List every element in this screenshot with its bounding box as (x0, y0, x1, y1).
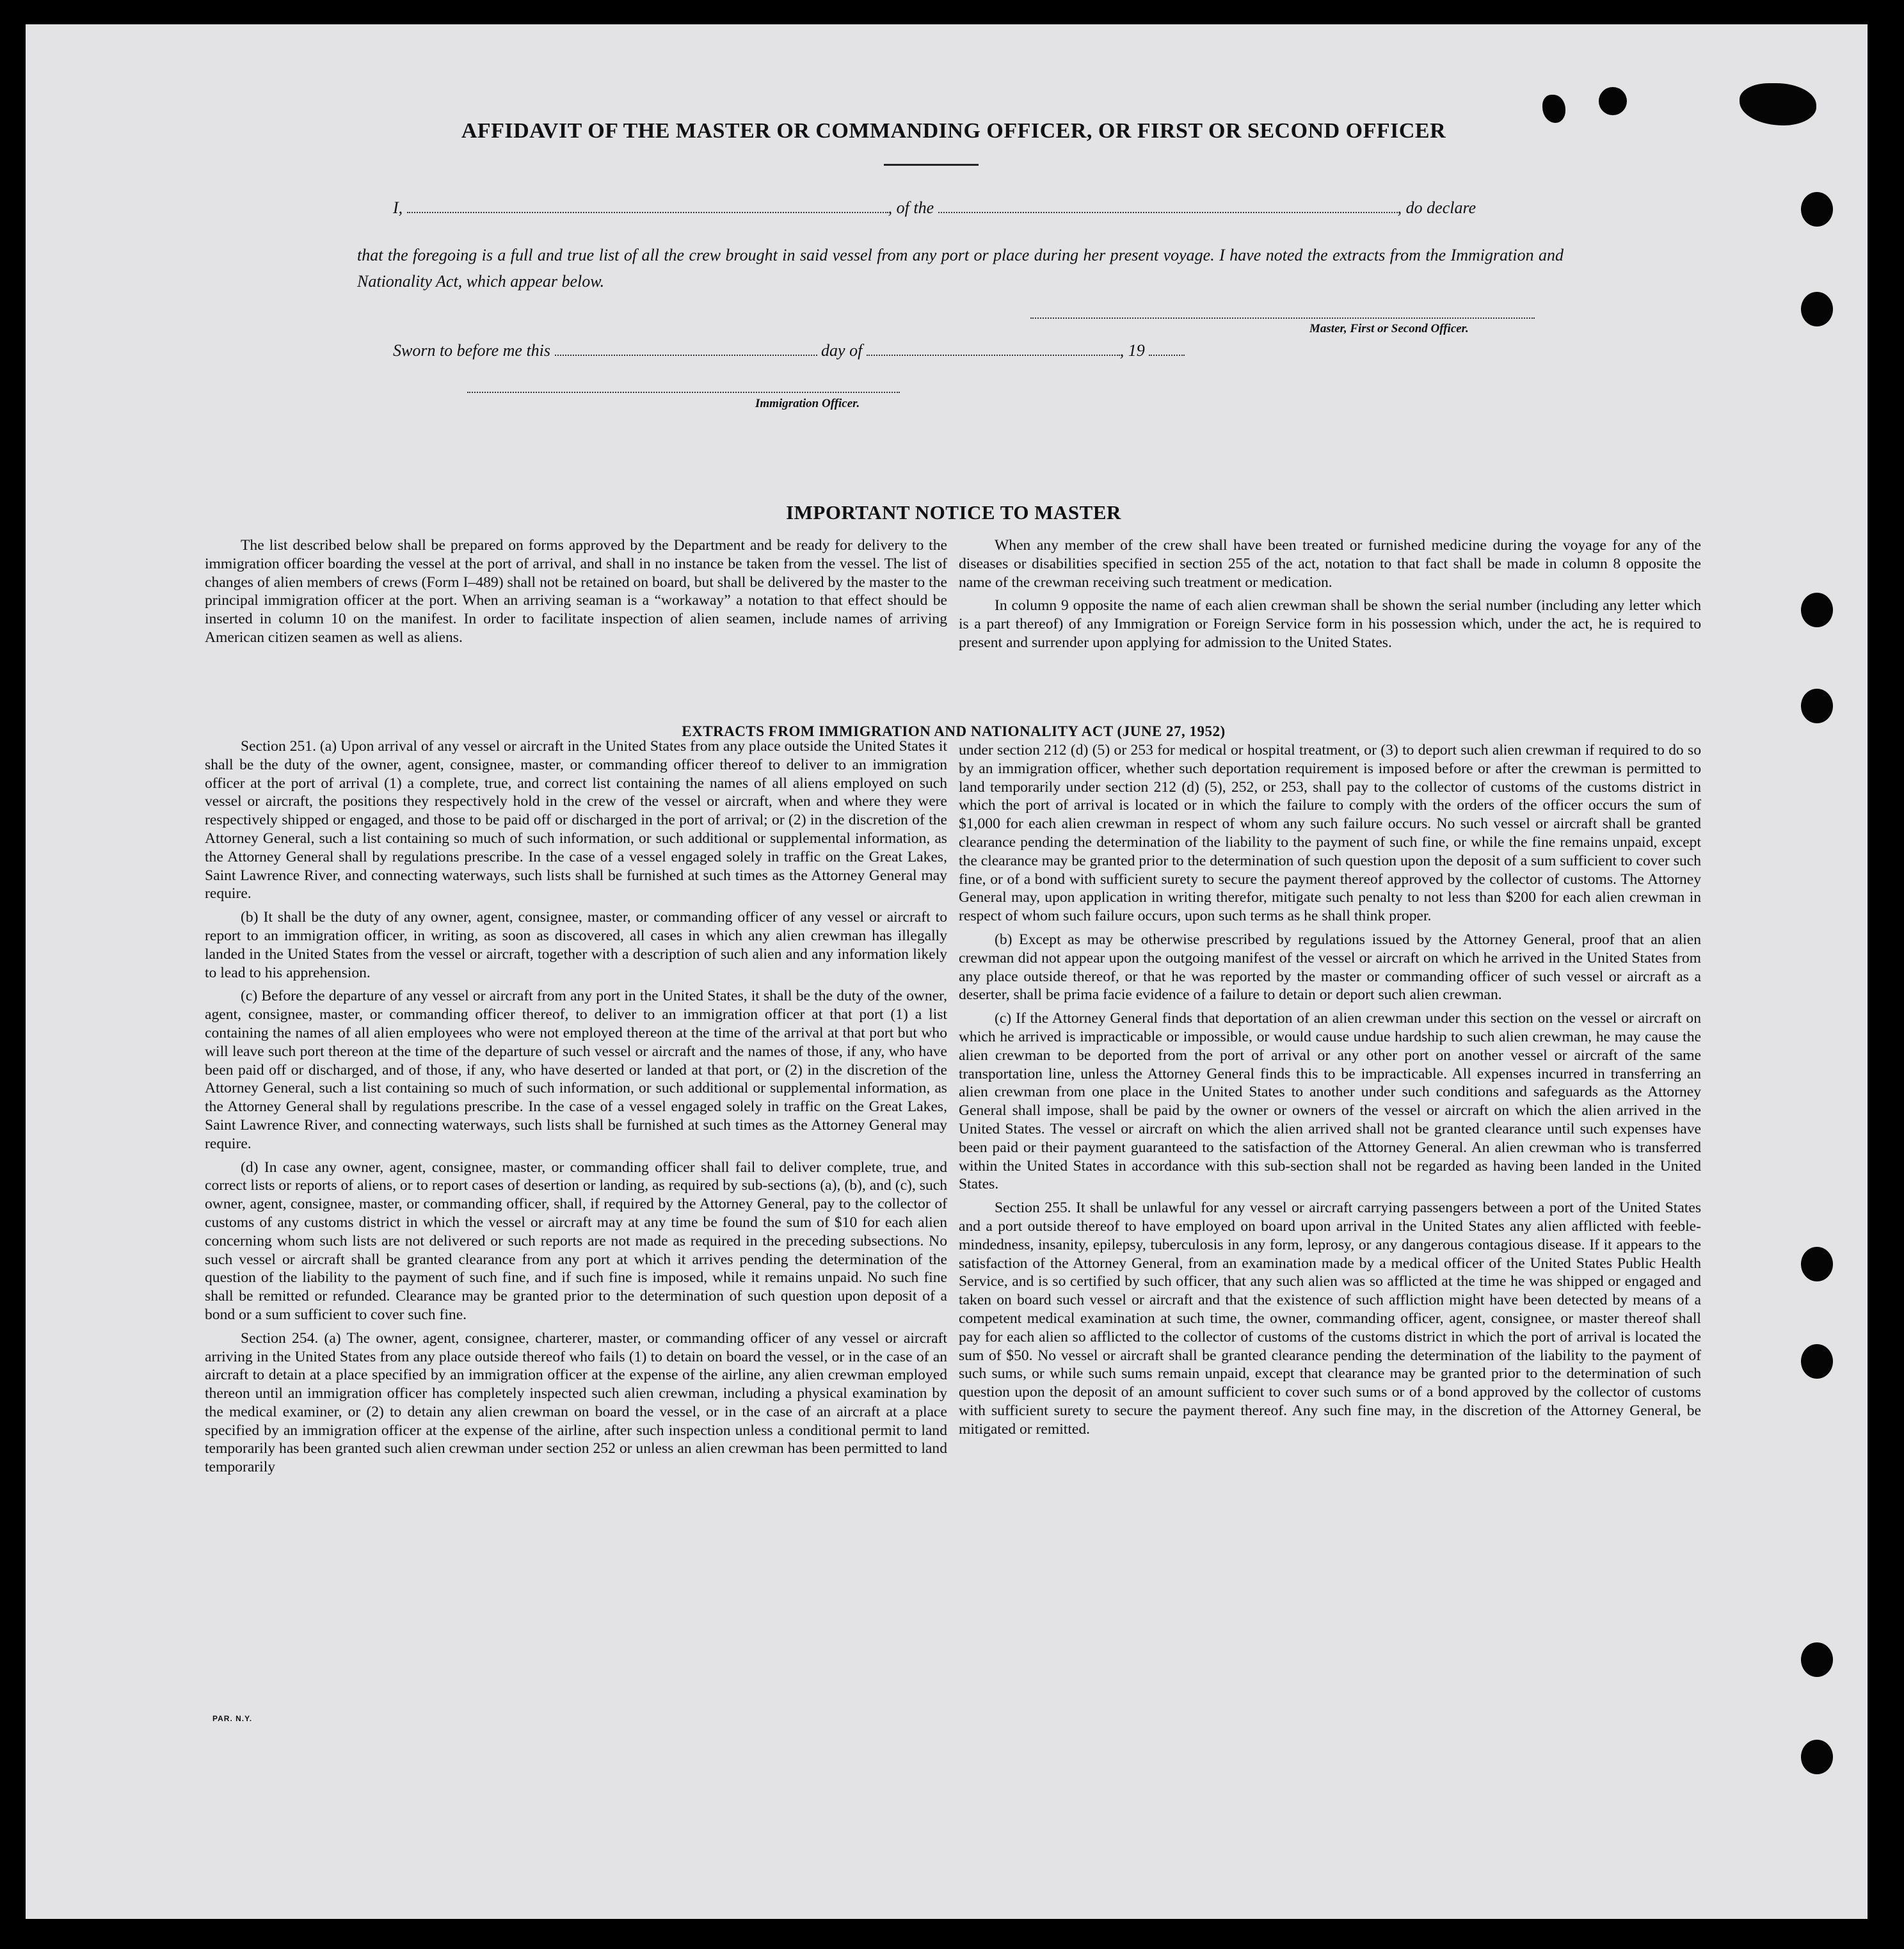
sworn-line (393, 341, 1185, 360)
document-page (26, 24, 1868, 1919)
punch-hole (1801, 1740, 1833, 1774)
sworn-year-field[interactable] (1149, 342, 1185, 356)
notice-left-column (205, 536, 947, 647)
section-251d-paragraph: (d) In case any owner, agent, consignee, master, or commanding officer shall fail to deliver complete, true, and correct lists or reports of aliens, or to report cases of desertion or landing, as required by sub-sections (a), (b), and (c), such owner, agent, consignee, master, or commanding officer, shall, if required by the Attorney General, pay to the collector of customs of any customs district in which the vessel or aircraft may at any time be found the sum of $10 for each alien concerning whom such lists are not delivered or such reports are not made as required in the preceding subsections. No such vessel or aircraft shall be granted clearance from any port at which it arrives pending the determination of the question of the liability to the payment of such fine, and if such fine is imposed, while it remains unpaid. No such fine shall be remitted or refunded. Clearance may be granted prior to the determination of such question upon deposit of a bond or a sum sufficient to cover such fine. (205, 1159, 947, 1323)
section-255-paragraph: Section 255. It shall be unlawful for any vessel or aircraft carrying passengers between a port of the United States and a port outside thereof to have employed on board upon arrival in the United States any alien afflicted with feeble-mindedness, insanity, epilepsy, tuberculosis in any form, leprosy, or any dangerous contagious disease. If it appears to the satisfaction of the Attorney General, from an examination made by a medical officer of the United States Public Health Service, and is so certified by such officer, that any such alien was so afflicted at the time he was shipped or engaged and taken on board such vessel or aircraft and that the existence of such affliction might have been detected by means of a competent medical examination at such time, the owner, commanding officer, agent, consignee, or master thereof shall pay for each alien so afflicted to the collector of customs of the customs district in which the port of arrival is located the sum of $50. No vessel or aircraft shall be granted clearance pending the determination of the liability to the payment of such sums, or while such sums remain unpaid, except that clearance may be granted prior to the determination of such question upon the deposit of an amount sufficient to cover such sums or of a bond approved by the collector of customs with sufficient surety to secure the payment thereof. Any such fine may, in the discretion of the Attorney General, be mitigated or remitted. (959, 1199, 1701, 1438)
section-254b-paragraph: (b) Except as may be otherwise prescribed by regulations issued by the Attorney General, proof that an alien crewman did not appear upon the outgoing manifest of the vessel or aircraft on which he arrived in the United States from any place outside thereof, or that he was reported by the master or commanding officer of such vessel or aircraft as a deserter, shall be prima facie evidence of a failure to detain or deport such alien crewman. (959, 931, 1701, 1004)
printer-mark: PAR. N.Y. (212, 1714, 253, 1723)
title-divider (884, 164, 979, 166)
sworn-day-field[interactable] (555, 342, 817, 356)
punch-hole (1801, 1344, 1833, 1379)
declaration-text: that the foregoing is a full and true list of all the crew brought in said vessel from any port or place during her present voyage. I have noted the extracts from the Immigration and Nationality Act, which appear below. (357, 246, 1564, 291)
do-declare-label: , do declare (1397, 198, 1476, 217)
extracts-left-column (205, 737, 947, 1477)
immigration-officer-signature-field[interactable] (467, 392, 900, 393)
section-251b-paragraph: (b) It shall be the duty of any owner, agent, consignee, master, or commanding officer of any vessel or aircraft to report to an immigration officer, in writing, as soon as discovered, all cases in which any alien crewman has illegally landed in the United States from the vessel or aircraft, together with a description of such alien and any information likely to lead to his apprehension. (205, 909, 947, 981)
day-of-label: day of (821, 341, 863, 360)
of-the-label: , of the (888, 198, 934, 217)
section-254c-paragraph: (c) If the Attorney General finds that deportation of an alien crewman under this section on the vessel or aircraft on which he arrived is impracticable or impossible, or would cause undue hardship to such alien crewman, he may cause the alien crewman to be deported from the port of arrival or any other port on another vessel or aircraft of the same transportation line, unless the Attorney General finds this to be impracticable. All expenses incurred in transferring an alien crewman from one place in the United States to another under such conditions and safeguards as the Attorney General shall impose, shall be paid by the owner or owners of the vessel or aircraft on which the alien arrived in the United States. The vessel or aircraft on which the alien arrived shall not be granted clearance until such expenses have been paid or their payment guaranteed to the satisfaction of the Attorney General. An alien crewman who is transferred within the United States in accordance with this sub-section shall not be regarded as having been landed in the United States. (959, 1010, 1701, 1193)
extracts-right-column (959, 741, 1701, 1438)
extracts-heading: EXTRACTS FROM IMMIGRATION AND NATIONALITY ACT (JUNE 27, 1952) (682, 723, 1226, 739)
punch-hole (1801, 689, 1833, 723)
section-254a-continued-paragraph: under section 212 (d) (5) or 253 for medical or hospital treatment, or (3) to deport such alien crewman if required to do so by an immigration officer, whether such deportation requirement is imposed before or after the crewman is permitted to land temporarily under section 212 (d) (5), 252, or 253, shall pay to the collector of customs of the customs district in which the port of arrival is located or in which the failure to comply with the orders of the officer occurs the sum of $1,000 for each alien crewman in respect of whom any such failure occurs. No such vessel or aircraft shall be granted clearance pending the determination of the liability to the payment of such fine, or while the fine remains unpaid, except the clearance may be granted prior to the determination of such question upon the deposit of a sum sufficient to cover such fine, or of a bond with sufficient surety to secure the payment thereof approved by the collector of customs. The Attorney General may, upon application in writing therefor, mitigate such penalty to not less than $200 for each alien crewman in respect of whom such failure occurs, upon such terms as he shall think proper. (959, 742, 1701, 925)
punch-hole (1801, 292, 1833, 326)
punch-hole (1801, 1642, 1833, 1677)
vessel-field[interactable] (938, 199, 1398, 213)
master-signature-field[interactable] (1030, 317, 1535, 319)
master-signature-label: Master, First or Second Officer. (1309, 322, 1469, 335)
punch-hole (1801, 192, 1833, 227)
declaration-line (393, 198, 1476, 218)
notice-heading: IMPORTANT NOTICE TO MASTER (786, 501, 1121, 524)
punch-hole (1801, 1247, 1833, 1281)
sworn-label: Sworn to before me this (393, 341, 551, 360)
ink-smudge (1599, 87, 1627, 115)
notice-right-paragraph: In column 9 opposite the name of each alien crewman shall be shown the serial number (including any letter which is a part thereof) of any Immigration or Foreign Service form in his possession which, under the act, he is required to present and surrender upon applying for admission to the United States. (959, 597, 1701, 651)
name-field[interactable] (407, 199, 888, 213)
immigration-officer-label: Immigration Officer. (755, 397, 860, 410)
i-label: I, (393, 198, 403, 217)
notice-left-paragraph: The list described below shall be prepared on forms approved by the Department and be ready for delivery to the immigration officer boarding the vessel at the port of arrival, and shall in no instance be taken from the vessel. The list of changes of alien members of crews (Form I–489) shall not be retained on board, but shall be delivered by the master to the principal immigration officer at the port. When an arriving seaman is a “workaway” a notation to that effect should be inserted in column 10 on the manifest. In order to facilitate inspection of alien seamen, include names of arriving American citizen seamen as well as aliens. (205, 537, 947, 646)
year-label: , 19 (1119, 341, 1145, 360)
section-254a-paragraph: Section 254. (a) The owner, agent, consignee, charterer, master, or commanding officer of any vessel or aircraft arriving in the United States from any place outside thereof who fails (1) to detain on board the vessel, or in the case of an aircraft to detain at a place specified by an immigration officer at the expense of the airline, any alien crewman employed thereon until an immigration officer has completely inspected such alien crewman, including a physical examination by the medical examiner, or (2) to detain any alien crewman on board the vessel, or in the case of an aircraft at a place specified by an immigration officer at the expense of the airline, after such inspection unless a conditional permit to land temporarily has been granted such alien crewman under section 252 or unless an alien crewman has been permitted to land temporarily (205, 1329, 947, 1476)
section-251c-paragraph: (c) Before the departure of any vessel or aircraft from any port in the United States, it shall be the duty of the owner, agent, consignee, master, or commanding officer thereof, to deliver to an immigration officer at that port (1) a list containing the names of all alien employees who were not employed thereon at the time of the arrival at that port but who will leave such port thereon at the time of the departure of such vessel or aircraft and the names of those, if any, who have been paid off or discharged, and of those, if any, who have deserted or landed at that port, or (2) in the discretion of the Attorney General, such a list containing so much of such information, or such additional or supplemental information, as the Attorney General shall by regulations prescribe. In the case of a vessel engaged solely in traffic on the Great Lakes, Saint Lawrence River, and connecting waterways, such lists shall be furnished at such times as the Attorney General may require. (205, 988, 947, 1152)
sworn-month-field[interactable] (867, 342, 1120, 356)
affidavit-title: AFFIDAVIT OF THE MASTER OR COMMANDING OFFICER, OR FIRST OR SECOND OFFICER (461, 119, 1446, 143)
notice-right-column (959, 536, 1701, 652)
punch-hole (1801, 593, 1833, 627)
notice-right-paragraph: When any member of the crew shall have been treated or furnished medicine during the voyage for any of the diseases or disabilities specified in section 255 of the act, notation to that fact shall be made in column 8 opposite the name of the crewman receiving such treatment or medication. (959, 537, 1701, 591)
section-251a-paragraph: Section 251. (a) Upon arrival of any vessel or aircraft in the United States from any place outside the United States it shall be the duty of the owner, agent, consignee, master, or commanding officer thereof to deliver to an immigration officer at the port of arrival (1) a complete, true, and correct list containing the names of all aliens employed on such vessel or aircraft, the positions they respectively hold in the crew of the vessel or aircraft, when and where they were respectively shipped or engaged, and those to be paid off or discharged in the port of arrival; or (2) in the discretion of the Attorney General, such a list containing so much of such information, or such additional or supplemental information, as the Attorney General shall by regulations prescribe. In the case of a vessel engaged solely in traffic on the Great Lakes, Saint Lawrence River, and connecting waterways, such lists shall be furnished at such times as the Attorney General may require. (205, 738, 947, 902)
